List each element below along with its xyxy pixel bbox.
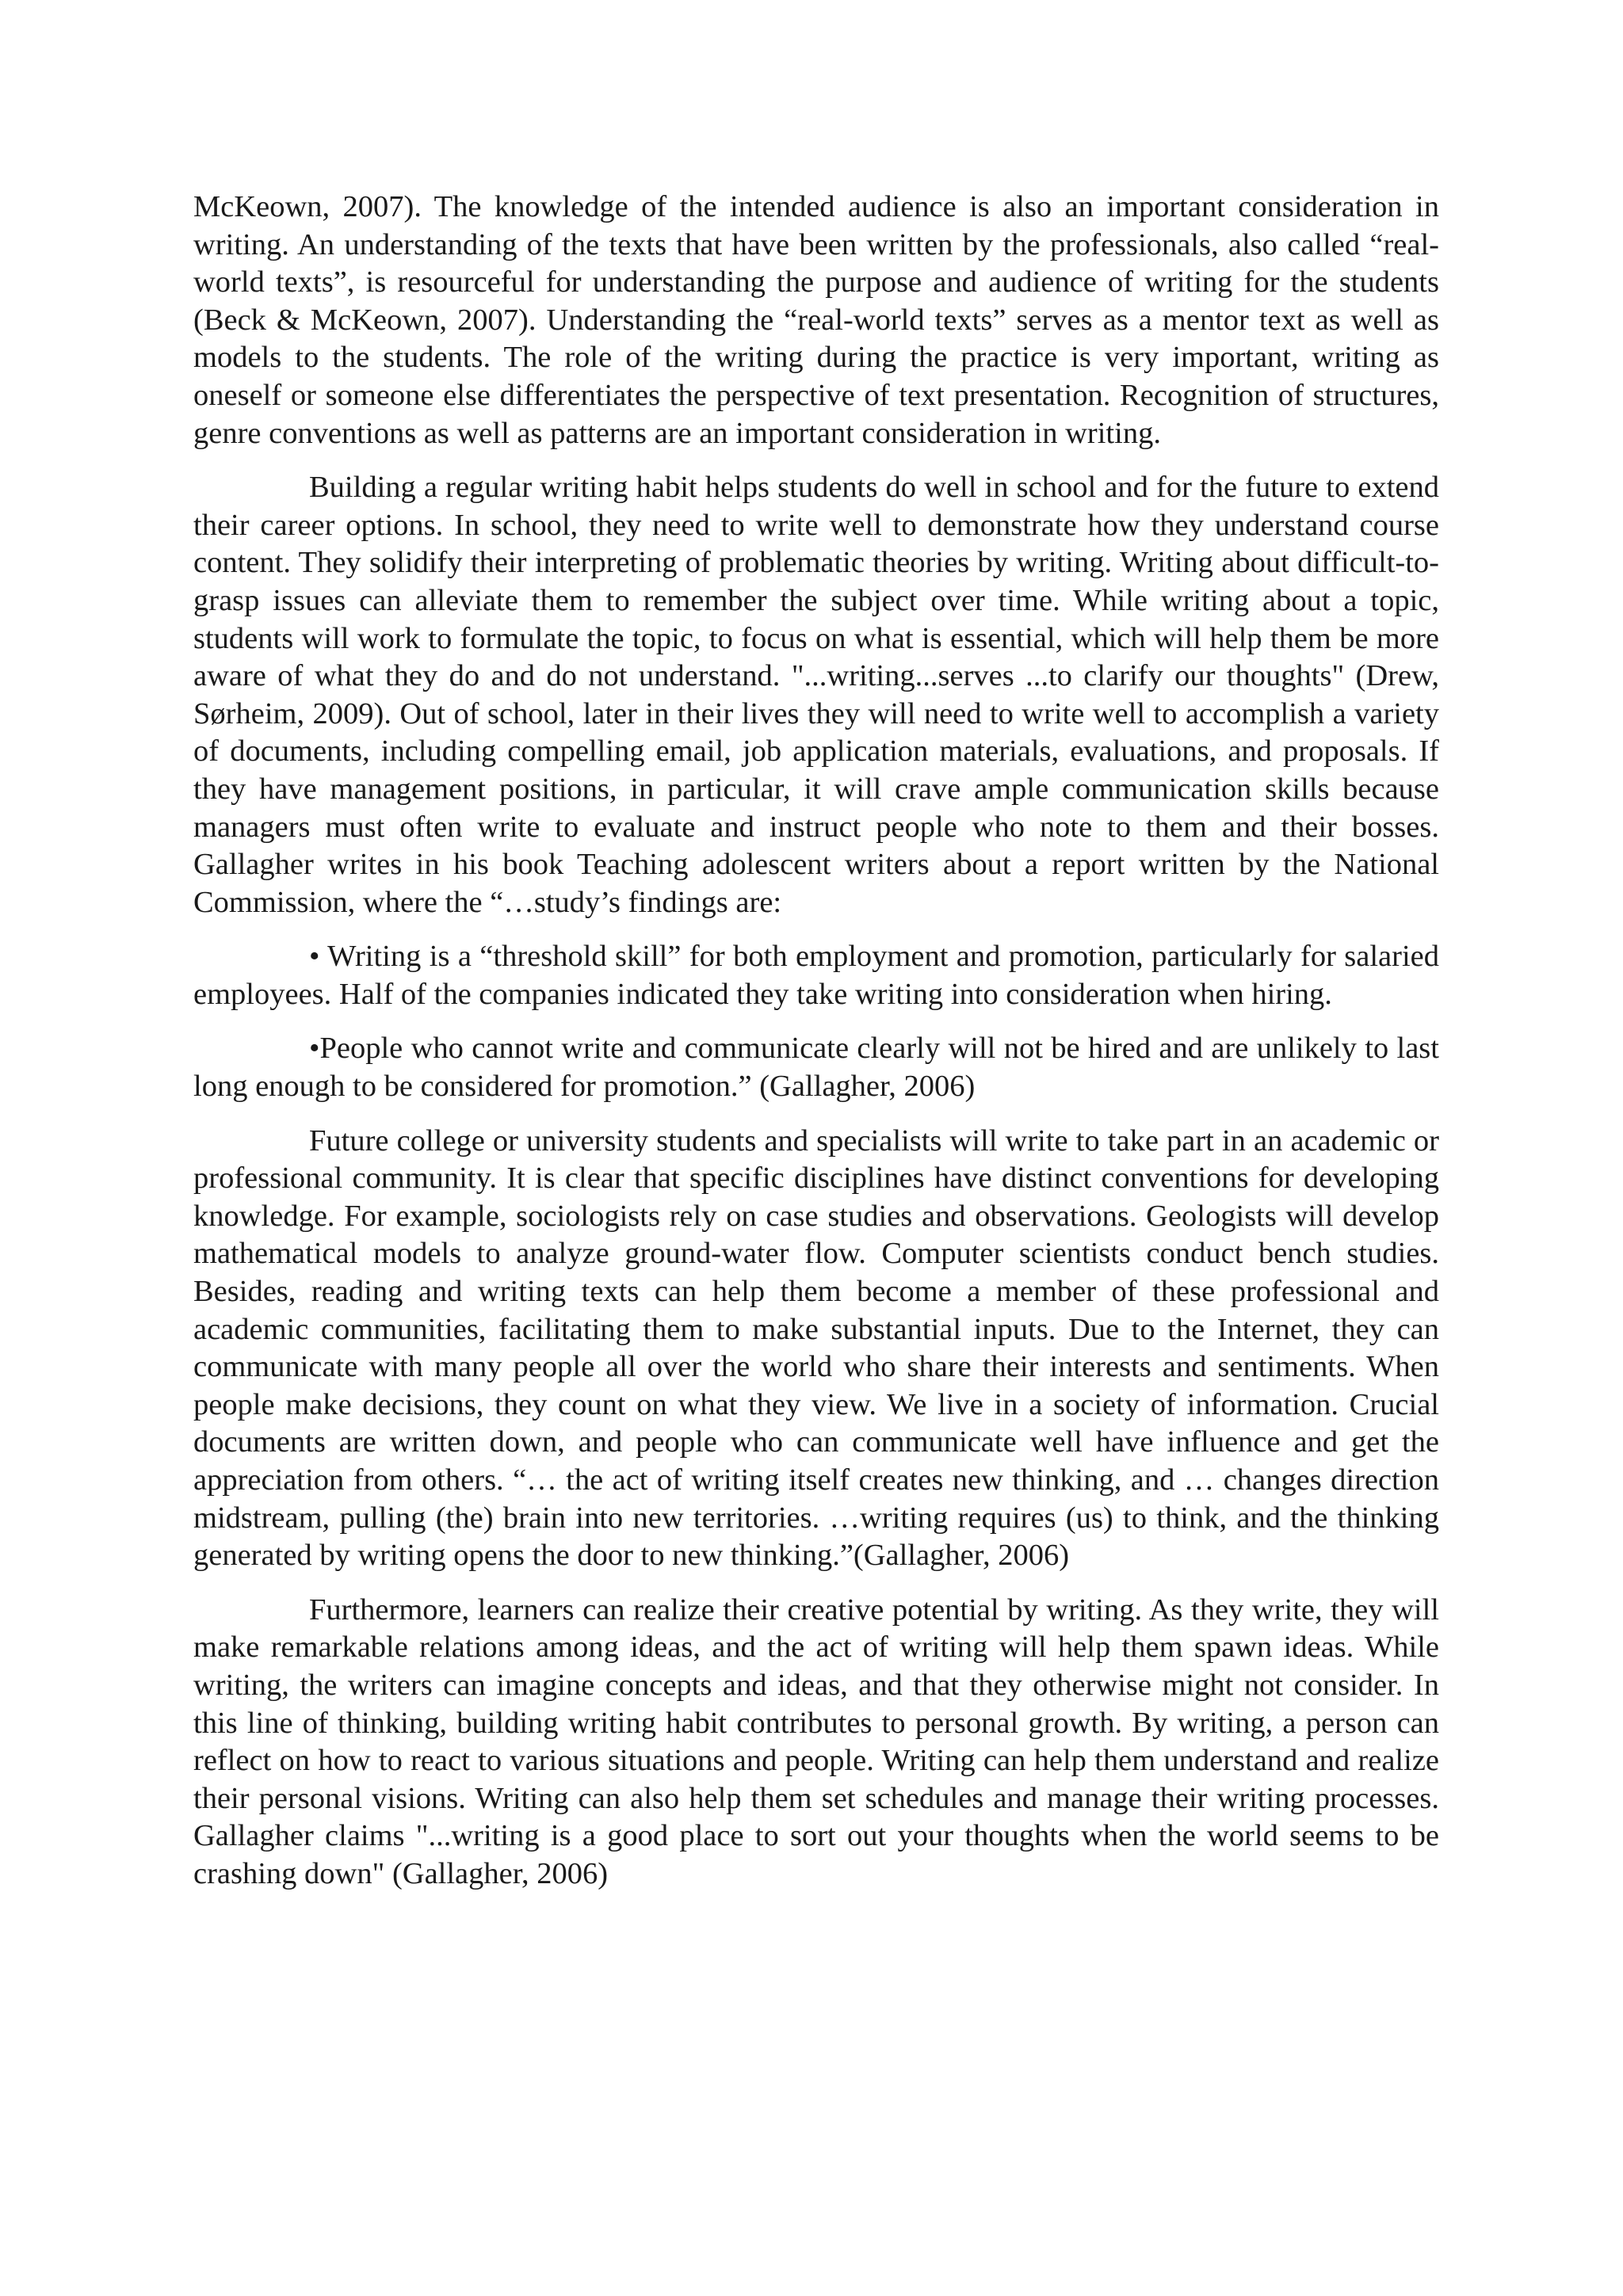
bullet-threshold-skill: • Writing is a “threshold skill” for both employment and promotion, particularly for salaried employees. Half of the companies indicated they take writing into consideration when hiring. <box>193 940 1439 1011</box>
paragraph-future-students: Future college or university students and specialists will write to take part in an academic or professional community. It is clear that specific disciplines have distinct conventions for developing knowledge. For example, sociologists rely on case studies and observations. Geologists will develop mathematical models to analyze ground-water flow. Computer scientists conduct bench studies. Besides, reading and writing texts can help them become a member of these professional and academic communities, facilitating them to make substantial inputs. Due to the Internet, they can communicate with many people all over the world who share their interests and sentiments. When people make decisions, they count on what they view. We live in a society of information. Crucial documents are written down, and people who can communicate well have influence and get the appreciation from others. “… the act of writing itself creates new thinking, and … changes direction midstream, pulling (the) brain into new territories. …writing requires (us) to think, and the thinking generated by writing opens the door to new thinking.”(Gallagher, 2006) <box>193 1123 1439 1573</box>
bullet-communicate-clearly: •People who cannot write and communicate clearly will not be hired and are unlikely to last long enough to be considered for promotion.” (Gallagher, 2006) <box>193 1032 1439 1104</box>
paragraph-writing-habit: Building a regular writing habit helps students do well in school and for the future to extend their career options. In school, they need to write well to demonstrate how they understand course content. They solidify their interpreting of problematic theories by writing. Writing about difficult-to-grasp issues can alleviate them to remember the subject over time. While writing about a topic, students will work to formulate the topic, to focus on what is essential, which will help them be more aware of what they do and do not understand. "...writing...serves ...to clarify our thoughts" (Drew, Sørheim, 2009). Out of school, later in their lives they will need to write well to accomplish a variety of documents, including compelling email, job application materials, evaluations, and proposals. If they have management positions, in particular, it will crave ample communication skills because managers must often write to evaluate and instruct people who note to them and their bosses. Gallagher writes in his book Teaching adolescent writers about a report written by the National Commission, where the “…study’s findings are: <box>193 471 1439 919</box>
paragraph-creative-potential: Furthermore, learners can realize their creative potential by writing. As they write, they will make remarkable relations among ideas, and the act of writing will help them spawn ideas. While writing, the writers can imagine concepts and ideas, and that they otherwise might not consider. In this line of thinking, building writing habit contributes to personal growth. By writing, a person can reflect on how to react to various situations and people. Writing can help them understand and realize their personal visions. Writing can also help them set schedules and manage their writing processes. Gallagher claims "...writing is a good place to sort out your thoughts when the world seems to be crashing down" (Gallagher, 2006) <box>193 1592 1439 1890</box>
document-page <box>193 189 1439 1894</box>
paragraph-continuation: McKeown, 2007). The knowledge of the intended audience is also an important consideration in writing. An understanding of the texts that have been written by the professionals, also called “real-world texts”, is resourceful for understanding the purpose and audience of writing for the students (Beck & McKeown, 2007). Understanding the “real-world texts” serves as a mentor text as well as models to the students. The role of the writing during the practice is very important, writing as oneself or someone else differentiates the perspective of text presentation. Recognition of structures, genre conventions as well as patterns are an important consideration in writing. <box>193 190 1439 450</box>
